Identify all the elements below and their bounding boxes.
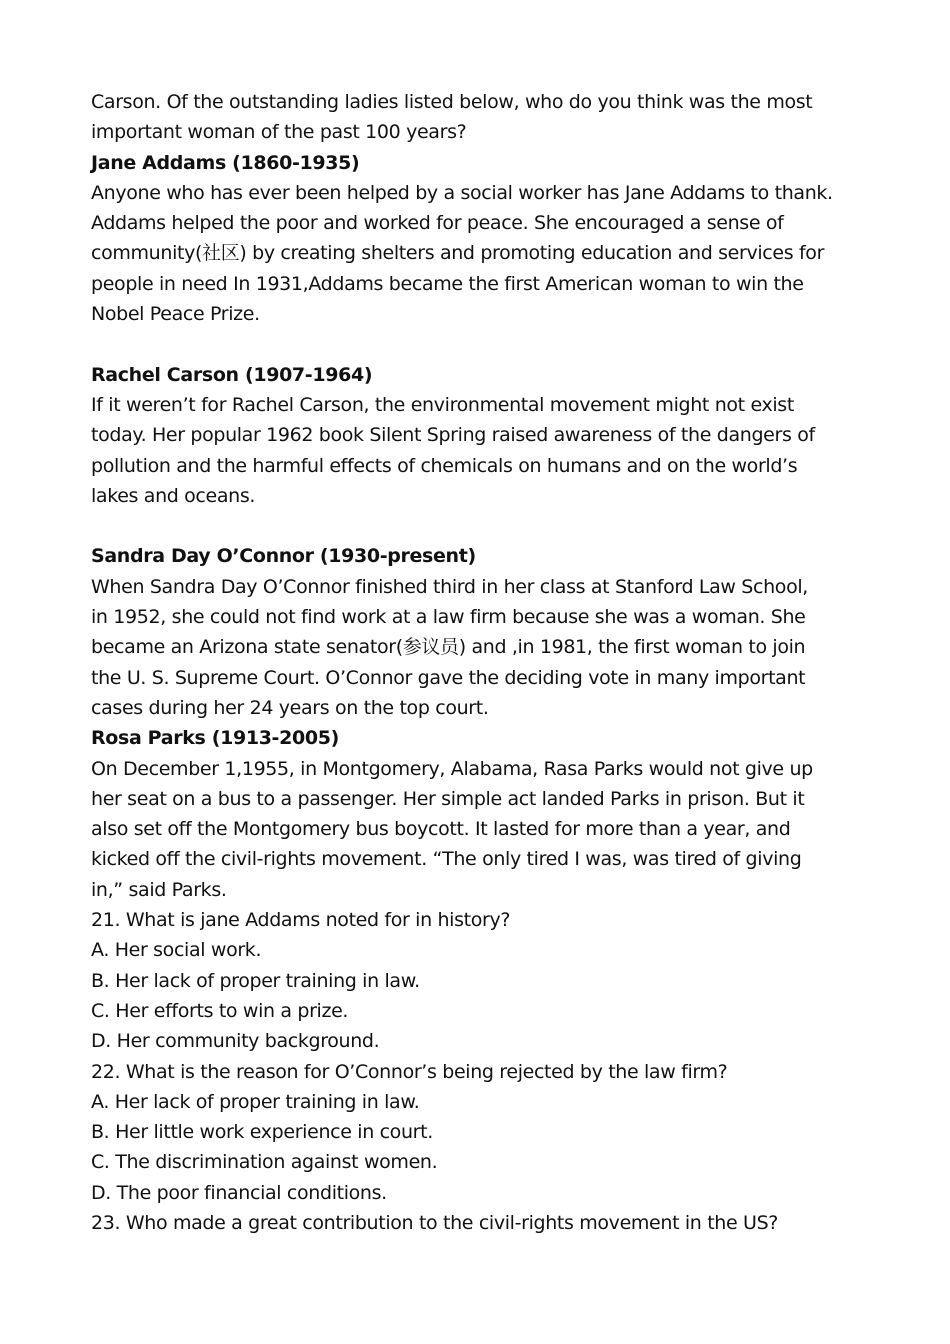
answer-option: B. Her little work experience in court. xyxy=(91,1121,433,1144)
section-heading: Jane Addams (1860-1935) xyxy=(91,151,360,174)
paragraph-line: in,” said Parks. xyxy=(91,878,227,901)
answer-option: D. The poor financial conditions. xyxy=(91,1181,387,1204)
paragraph-line: When Sandra Day O’Connor finished third in her class at Stanford Law School, xyxy=(91,575,808,598)
answer-option: A. Her social work. xyxy=(91,939,262,962)
question-21 xyxy=(91,905,831,1056)
paragraph-line: cases during her 24 years on the top court. xyxy=(91,696,489,719)
question-stem: 23. Who made a great contribution to the civil-rights movement in the US? xyxy=(91,1211,779,1234)
section-heading: Rosa Parks (1913-2005) xyxy=(91,727,339,750)
answer-option: D. Her community background. xyxy=(91,1030,380,1053)
paragraph-line: Addams helped the poor and worked for peace. She encouraged a sense of xyxy=(91,212,784,235)
section-rachel-carson xyxy=(91,360,831,511)
answer-option: C. Her efforts to win a prize. xyxy=(91,999,349,1022)
paragraph-line: the U. S. Supreme Court. O’Connor gave the deciding vote in many important xyxy=(91,666,806,689)
intro-paragraph xyxy=(91,87,831,148)
paragraph-line: pollution and the harmful effects of chemicals on humans and on the world’s xyxy=(91,454,798,477)
question-22 xyxy=(91,1057,831,1208)
paragraph-line: community(社区) by creating shelters and promoting education and services for xyxy=(91,242,825,265)
paragraph-line: in 1952, she could not find work at a law firm because she was a woman. She xyxy=(91,606,806,629)
question-stem: 21. What is jane Addams noted for in history? xyxy=(91,909,511,932)
paragraph-line: her seat on a bus to a passenger. Her simple act landed Parks in prison. But it xyxy=(91,787,805,810)
paragraph-line: lakes and oceans. xyxy=(91,484,256,507)
intro-line: Carson. Of the outstanding ladies listed below, who do you think was the most xyxy=(91,91,813,113)
document-page xyxy=(91,87,831,1238)
section-sandra-day-oconnor xyxy=(91,541,831,723)
blank-line xyxy=(91,329,831,359)
paragraph-line: kicked off the civil-rights movement. “The only tired I was, was tired of giving xyxy=(91,848,802,871)
paragraph-line: If it weren’t for Rachel Carson, the environmental movement might not exist xyxy=(91,393,794,416)
section-heading: Sandra Day O’Connor (1930-present) xyxy=(91,545,476,568)
section-jane-addams xyxy=(91,148,831,330)
blank-line xyxy=(91,511,831,541)
paragraph-line: On December 1,1955, in Montgomery, Alabama, Rasa Parks would not give up xyxy=(91,757,813,780)
intro-line: important woman of the past 100 years? xyxy=(91,121,467,144)
question-23 xyxy=(91,1208,831,1238)
paragraph-line: also set off the Montgomery bus boycott. It lasted for more than a year, and xyxy=(91,818,791,841)
paragraph-line: became an Arizona state senator(参议员) and ,in 1981, the first woman to join xyxy=(91,636,806,659)
paragraph-line: Anyone who has ever been helped by a social worker has Jane Addams to thank. xyxy=(91,181,833,204)
answer-option: B. Her lack of proper training in law. xyxy=(91,969,420,992)
section-heading: Rachel Carson (1907-1964) xyxy=(91,363,373,386)
paragraph-line: Nobel Peace Prize. xyxy=(91,303,260,326)
question-stem: 22. What is the reason for O’Connor’s being rejected by the law firm? xyxy=(91,1060,728,1083)
paragraph-line: today. Her popular 1962 book Silent Spring raised awareness of the dangers of xyxy=(91,424,815,447)
paragraph-line: people in need In 1931,Addams became the first American woman to win the xyxy=(91,272,804,295)
answer-option: C. The discrimination against women. xyxy=(91,1151,438,1174)
section-rosa-parks xyxy=(91,723,831,905)
answer-option: A. Her lack of proper training in law. xyxy=(91,1090,420,1113)
